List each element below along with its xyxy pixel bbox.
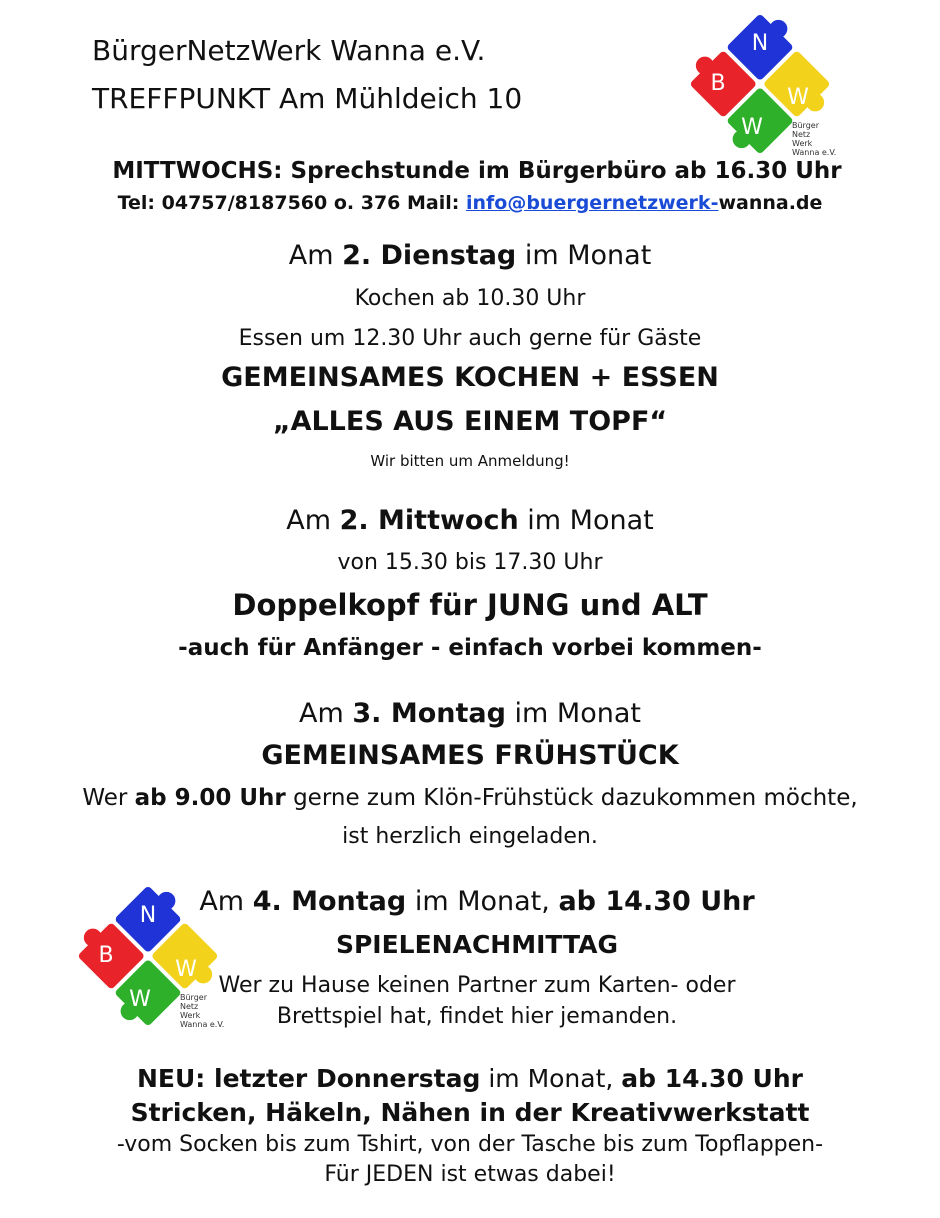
meal-time: Essen um 12.30 Uhr auch gerne für Gäste (238, 326, 702, 351)
svg-text:Netz: Netz (180, 1002, 199, 1011)
games-title: SPIELENACHMITTAG (335, 930, 619, 959)
office-hours: MITTWOCHS: Sprechstunde im Bürgerbüro ab 16.30 Uhr (112, 158, 842, 184)
crafts-schedule: NEU: letzter Donnerstag im Monat, ab 14.30 Uhr (137, 1064, 803, 1093)
meeting-address: TREFFPUNKT Am Mühldeich 10 (92, 82, 523, 115)
registration-note: Wir bitten um Anmeldung! (370, 452, 570, 470)
breakfast-schedule: Am 3. Montag im Monat (299, 698, 641, 729)
games-schedule: Am 4. Montag im Monat, ab 14.30 Uhr (199, 886, 755, 917)
breakfast-title: GEMEINSAMES FRÜHSTÜCK (261, 740, 679, 771)
logo-caption-line2: Netz (792, 130, 811, 139)
doppelkopf-schedule: Am 2. Mittwoch im Monat (286, 505, 654, 536)
svg-text:Bürger: Bürger (180, 993, 207, 1002)
crafts-tagline: Für JEDEN ist etwas dabei! (324, 1162, 616, 1187)
logo-caption-line3: Werk (792, 139, 813, 148)
cooking-time: Kochen ab 10.30 Uhr (354, 286, 586, 311)
logo-letter-b: B (710, 71, 726, 96)
doppelkopf-time: von 15.30 bis 17.30 Uhr (337, 550, 603, 575)
breakfast-invitation: ist herzlich eingeladen. (342, 824, 598, 849)
organization-name: BürgerNetzWerk Wanna e.V. (92, 34, 486, 67)
svg-text:B: B (98, 943, 114, 968)
svg-text:Werk: Werk (180, 1011, 201, 1020)
breakfast-description: Wer ab 9.00 Uhr gerne zum Klön-Frühstück dazukommen möchte, (82, 785, 858, 811)
doppelkopf-title: Doppelkopf für JUNG und ALT (232, 588, 708, 622)
logo-caption-line1: Bürger (792, 121, 819, 130)
logo-letter-w-right: W (787, 85, 809, 110)
logo-caption-line4: Wanna e.V. (792, 148, 837, 157)
email-domain: wanna.de (718, 192, 823, 214)
games-description-line2: Brettspiel hat, findet hier jemanden. (276, 1004, 678, 1029)
games-description-line1: Wer zu Hause keinen Partner zum Karten- oder (218, 973, 736, 998)
cooking-title: GEMEINSAMES KOCHEN + ESSEN (221, 362, 719, 393)
logo-letter-n: N (751, 31, 769, 56)
svg-text:W: W (175, 957, 197, 982)
doppelkopf-subtitle: -auch für Anfänger - einfach vorbei kommen- (178, 635, 762, 661)
svg-text:N: N (139, 903, 157, 928)
cooking-schedule: Am 2. Dienstag im Monat (288, 240, 652, 271)
crafts-title: Stricken, Häkeln, Nähen in der Kreativwerkstatt (130, 1098, 810, 1127)
email-link[interactable]: info@buergernetzwerk- (465, 192, 719, 214)
bnww-puzzle-logo-top (680, 6, 840, 162)
svg-text:W: W (129, 987, 151, 1012)
crafts-description: -vom Socken bis zum Tshirt, von der Tasche bis zum Topflappen- (116, 1132, 824, 1157)
svg-text:Wanna e.V.: Wanna e.V. (180, 1020, 225, 1029)
cooking-subtitle: „ALLES AUS EINEM TOPF“ (272, 406, 668, 437)
logo-letter-w-bottom: W (741, 115, 763, 140)
contact-phone: Tel: 04757/8187560 o. 376 Mail: (117, 192, 466, 214)
contact-line (0, 192, 940, 214)
